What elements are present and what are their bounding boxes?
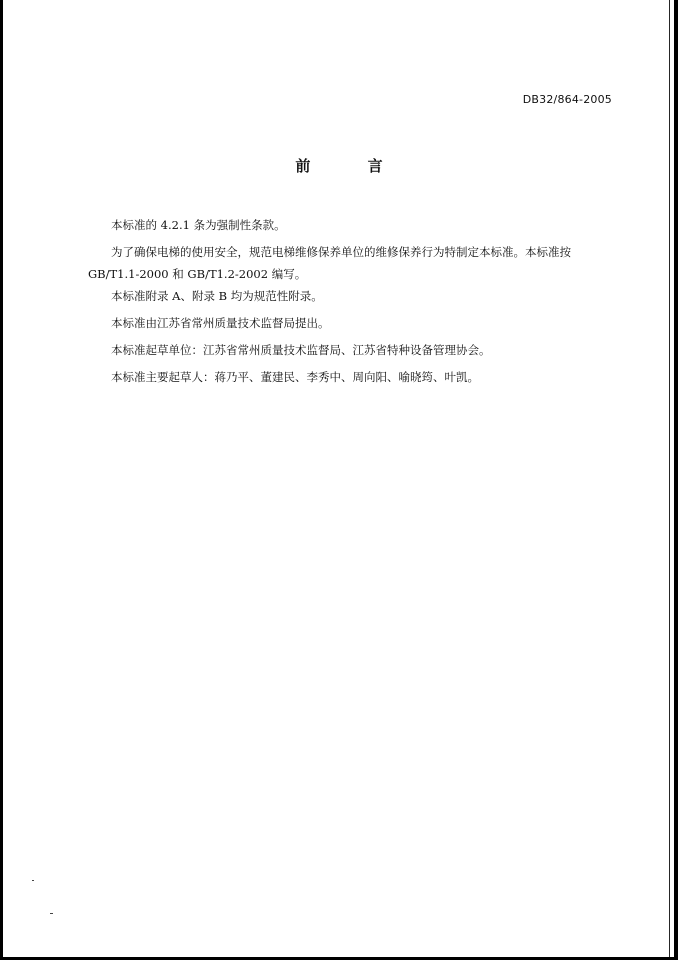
paragraph-purpose-line-2: GB/T1.1-2000 和 GB/T1.2-2002 编写。: [88, 267, 307, 281]
document-code: DB32/864-2005: [522, 93, 612, 106]
paragraph-proposer: 本标准由江苏省常州质量技术监督局提出。: [111, 316, 330, 330]
paragraph-appendices: 本标准附录 A、附录 B 均为规范性附录。: [111, 289, 323, 303]
scan-edge-right: [674, 0, 678, 960]
paragraph-drafting-units: 本标准起草单位：江苏省常州质量技术监督局、江苏省特种设备管理协会。: [111, 343, 491, 357]
paragraph-mandatory-clause: 本标准的 4.2.1 条为强制性条款。: [111, 218, 286, 232]
paragraph-purpose: [88, 241, 616, 285]
scan-edge-right-inner: [669, 0, 670, 960]
page-title: 前 言: [295, 157, 409, 175]
scan-speck: [50, 913, 53, 914]
scan-edge-left: [0, 0, 3, 960]
paragraph-drafters: 本标准主要起草人：蒋乃平、董建民、李秀中、周向阳、喻晓筠、叶凯。: [111, 370, 479, 384]
scan-speck: [32, 880, 34, 881]
paragraph-purpose-line-1: 为了确保电梯的使用安全，规范电梯维修保养单位的维修保养行为特制定本标准。本标准按: [111, 245, 571, 259]
foreword-body: [88, 214, 616, 388]
